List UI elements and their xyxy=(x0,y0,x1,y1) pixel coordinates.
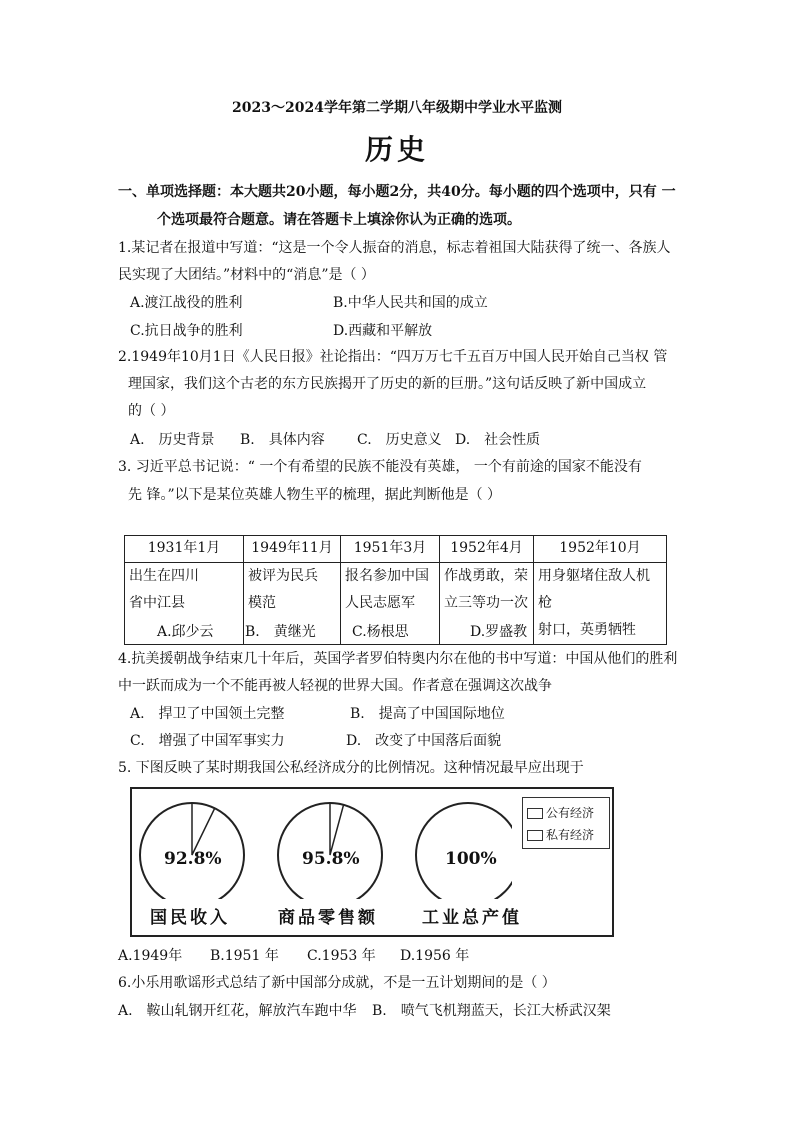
q4-option-b: B. 提高了中国国际地位 xyxy=(350,706,505,722)
pie-pct-industrial-output: 100% xyxy=(445,849,497,869)
q1-stem-line1: 1.某记者在报道中写道：“这是一个令人振奋的消息，标志着祖国大陆获得了统一、各族人 xyxy=(118,240,671,256)
section-heading-line2: 个选项最符合题意。请在答题卡上填涂你认为正确的选项。 xyxy=(157,212,521,228)
legend-item-private: 私有经济 xyxy=(527,826,594,843)
table-cell: 出生在四川 省中江县 xyxy=(125,563,244,645)
exam-title: 2023～2024学年第二学期八年级期中学业水平监测 xyxy=(232,100,562,116)
q4-option-c: C. 增强了中国军事实力 xyxy=(130,733,285,749)
q2-stem-line3: 的（ ） xyxy=(128,403,175,419)
pie-pct-national-income: 92.8% xyxy=(164,849,222,869)
pie-slice-private-retail-sales xyxy=(330,803,344,855)
q2-option-b: B. 具体内容 xyxy=(240,432,325,448)
legend-swatch xyxy=(527,808,543,819)
chart-legend xyxy=(522,797,610,849)
table-header-cell: 1949年11月 xyxy=(244,536,341,563)
q3-stem-line2: 先 锋。”以下是某位英雄人物生平的梳理，据此判断他是（ ） xyxy=(128,487,502,503)
q6-option-b: B. 喷气飞机翔蓝天，长江大桥武汉架 xyxy=(372,1003,611,1019)
table-cell: 被评为民兵 模范 xyxy=(244,563,341,645)
q3-option-d: D.罗盛教 xyxy=(470,624,528,640)
q1-option-d: D.西藏和平解放 xyxy=(333,323,433,339)
table-header-cell: 1951年3月 xyxy=(341,536,440,563)
q3-stem-line1: 3. 习近平总书记说：“ 一个有希望的民族不能没有英雄， 一个有前途的国家不能没有 xyxy=(118,459,642,475)
q5-option-d: D.1956 年 xyxy=(400,948,470,964)
section-heading-line1: 一、单项选择题：本大题共20小题，每小题2分，共40分。每小题的四个选项中，只有 一 xyxy=(118,184,676,200)
q5-stem: 5. 下图反映了某时期我国公私经济成分的比例情况。这种情况最早应出现于 xyxy=(118,760,584,776)
q1-option-b: B.中华人民共和国的成立 xyxy=(333,295,488,311)
table-header-cell: 1952年10月 xyxy=(534,536,667,563)
q4-option-a: A. 捍卫了中国领土完整 xyxy=(130,706,285,722)
q6-option-a: A. 鞍山轧钢开红花，解放汽车跑中华 xyxy=(118,1003,357,1019)
q1-option-a: A.渡江战役的胜利 xyxy=(130,295,243,311)
table-cell: 作战勇敢，荣 立三等功一次 xyxy=(440,563,534,645)
economy-pie-figure xyxy=(130,787,614,937)
q2-stem-line1: 2.1949年10月1日《人民日报》社论指出：“四万万七千五百万中国人民开始自己当权 管 xyxy=(118,349,668,365)
q6-stem: 6.小乐用歌谣形式总结了新中国部分成就，不是一五计划期间的是（ ） xyxy=(118,975,556,991)
q3-option-b: B. 黄继光 xyxy=(245,624,316,640)
legend-swatch xyxy=(527,830,543,841)
table-cell: 报名参加中国 人民志愿军 xyxy=(341,563,440,645)
q3-option-c: C.杨根思 xyxy=(352,624,409,640)
table-header-cell: 1952年4月 xyxy=(440,536,534,563)
pie-label-industrial-output: 工业总产值 xyxy=(422,908,522,928)
q3-option-a: A.邱少云 xyxy=(157,624,214,640)
q5-option-a: A.1949年 xyxy=(118,948,183,964)
q4-stem-line1: 4.抗美援朝战争结束几十年后，英国学者罗伯特奥内尔在他的书中写道：中国从他们的胜利 xyxy=(118,651,678,667)
pie-label-retail-sales: 商品零售额 xyxy=(278,908,378,928)
pie-charts-svg xyxy=(132,789,512,899)
q4-stem-line2: 中一跃而成为一个不能再被人轻视的世界大国。作者意在强调这次战争 xyxy=(118,678,552,694)
q2-option-d: D. 社会性质 xyxy=(455,432,541,448)
q1-stem-line2: 民实现了大团结。”材料中的“消息”是（ ） xyxy=(118,267,375,283)
pie-pct-retail-sales: 95.8% xyxy=(302,849,360,869)
q2-option-c: C. 历史意义 xyxy=(357,432,442,448)
subject-title: 历史 xyxy=(364,133,429,166)
q1-option-c: C.抗日战争的胜利 xyxy=(130,323,243,339)
table-header-cell: 1931年1月 xyxy=(125,536,244,563)
q5-option-b: B.1951 年 xyxy=(210,948,279,964)
pie-label-national-income: 国民收入 xyxy=(150,908,230,928)
pie-slice-private-national-income xyxy=(192,803,215,855)
q2-option-a: A. 历史背景 xyxy=(130,432,215,448)
legend-item-public: 公有经济 xyxy=(527,804,594,821)
q5-option-c: C.1953 年 xyxy=(307,948,376,964)
table-cell: 用身躯堵住敌人机 枪 射口，英勇牺牲 xyxy=(534,563,667,645)
q2-stem-line2: 理国家，我们这个古老的东方民族揭开了历史的新的巨册。”这句话反映了新中国成立 xyxy=(128,376,647,392)
q4-option-d: D. 改变了中国落后面貌 xyxy=(346,733,502,749)
